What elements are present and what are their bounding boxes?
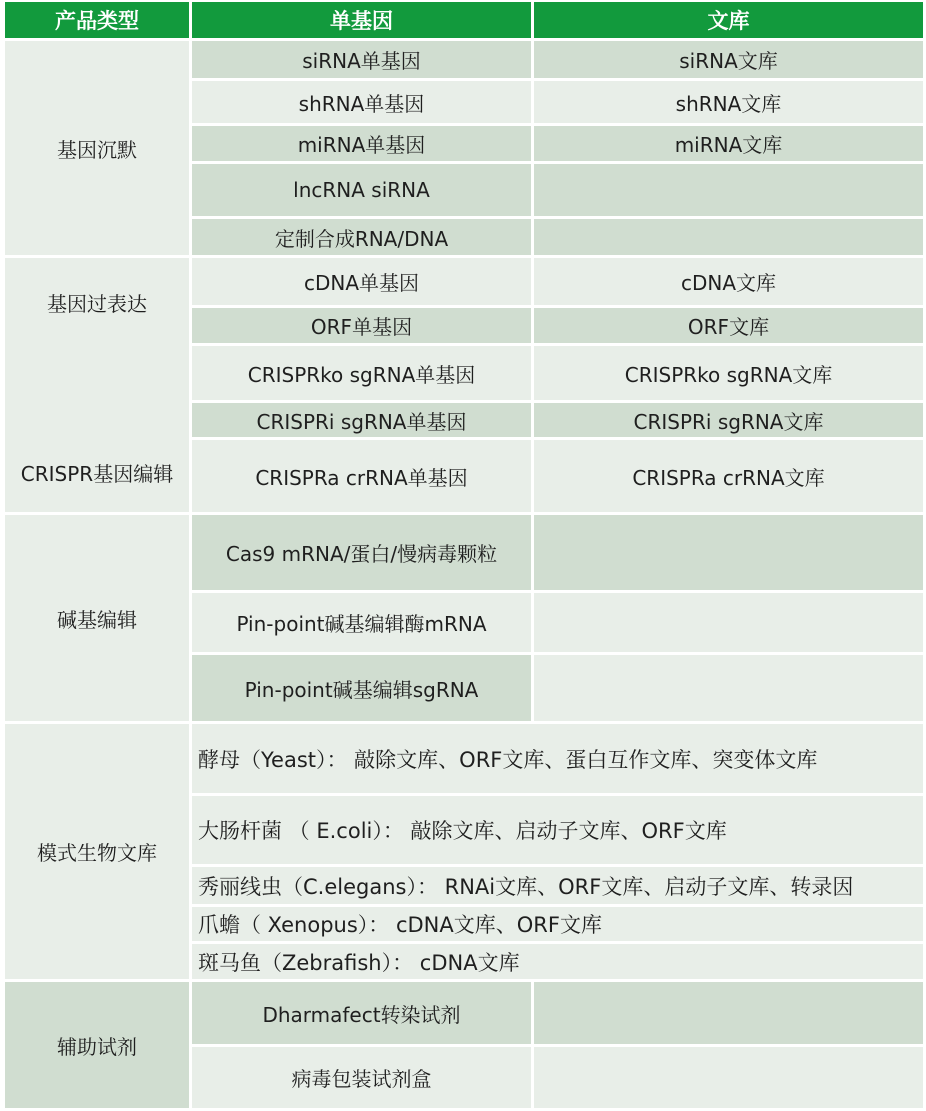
cell-single: 定制合成RNA/DNA <box>192 219 531 255</box>
cell-library <box>534 593 923 652</box>
category-auxiliary-reagents: 辅助试剂 <box>5 982 189 1108</box>
cell-library: CRISPRko sgRNA文库 <box>534 346 923 400</box>
cell-single: CRISPRa crRNA单基因 <box>192 440 531 512</box>
cell-single: Pin-point碱基编辑sgRNA <box>192 655 531 721</box>
cell-single: CRISPRi sgRNA单基因 <box>192 403 531 437</box>
model-row-celegans: 秀丽线虫（C.elegans）： RNAi文库、ORF文库、启动子文库、转录因 <box>192 867 923 904</box>
category-model-organism-library: 模式生物文库 <box>5 724 189 979</box>
cell-library: miRNA文库 <box>534 126 923 161</box>
cell-single: Dharmafect转染试剂 <box>192 982 531 1044</box>
cell-single: lncRNA siRNA <box>192 164 531 216</box>
model-row-ecoli: 大肠杆菌 （ E.coli）： 敲除文库、启动子文库、ORF文库 <box>192 796 923 864</box>
cell-library: siRNA文库 <box>534 41 923 78</box>
cell-library <box>534 515 923 590</box>
cell-library: ORF文库 <box>534 308 923 343</box>
cell-library: shRNA文库 <box>534 81 923 123</box>
cell-library <box>534 219 923 255</box>
cell-library <box>534 1047 923 1108</box>
category-overexpression-label: 基因过表达 <box>47 292 147 316</box>
cell-library: CRISPRa crRNA文库 <box>534 440 923 512</box>
cell-library: CRISPRi sgRNA文库 <box>534 403 923 437</box>
category-base-editing: 碱基编辑 <box>5 515 189 721</box>
cell-library: cDNA文库 <box>534 258 923 305</box>
header-library: 文库 <box>534 2 923 38</box>
category-crispr-label: CRISPR基因编辑 <box>20 462 174 486</box>
header-single-gene: 单基因 <box>192 2 531 38</box>
category-gene-overexpression <box>5 258 189 512</box>
cell-single: cDNA单基因 <box>192 258 531 305</box>
cell-single: Pin-point碱基编辑酶mRNA <box>192 593 531 652</box>
cell-library <box>534 655 923 721</box>
cell-library <box>534 164 923 216</box>
cell-single: miRNA单基因 <box>192 126 531 161</box>
model-row-xenopus: 爪蟾（ Xenopus）： cDNA文库、ORF文库 <box>192 907 923 941</box>
category-gene-silencing: 基因沉默 <box>5 41 189 255</box>
cell-single: ORF单基因 <box>192 308 531 343</box>
header-product-type: 产品类型 <box>5 2 189 38</box>
cell-single: siRNA单基因 <box>192 41 531 78</box>
cell-library <box>534 982 923 1044</box>
model-row-zebrafish: 斑马鱼（Zebrafish）： cDNA文库 <box>192 944 923 979</box>
cell-single: shRNA单基因 <box>192 81 531 123</box>
cell-single: 病毒包装试剂盒 <box>192 1047 531 1108</box>
model-row-yeast: 酵母（Yeast）： 敲除文库、ORF文库、蛋白互作文库、突变体文库 <box>192 724 923 793</box>
cell-single: CRISPRko sgRNA单基因 <box>192 346 531 400</box>
cell-single: Cas9 mRNA/蛋白/慢病毒颗粒 <box>192 515 531 590</box>
